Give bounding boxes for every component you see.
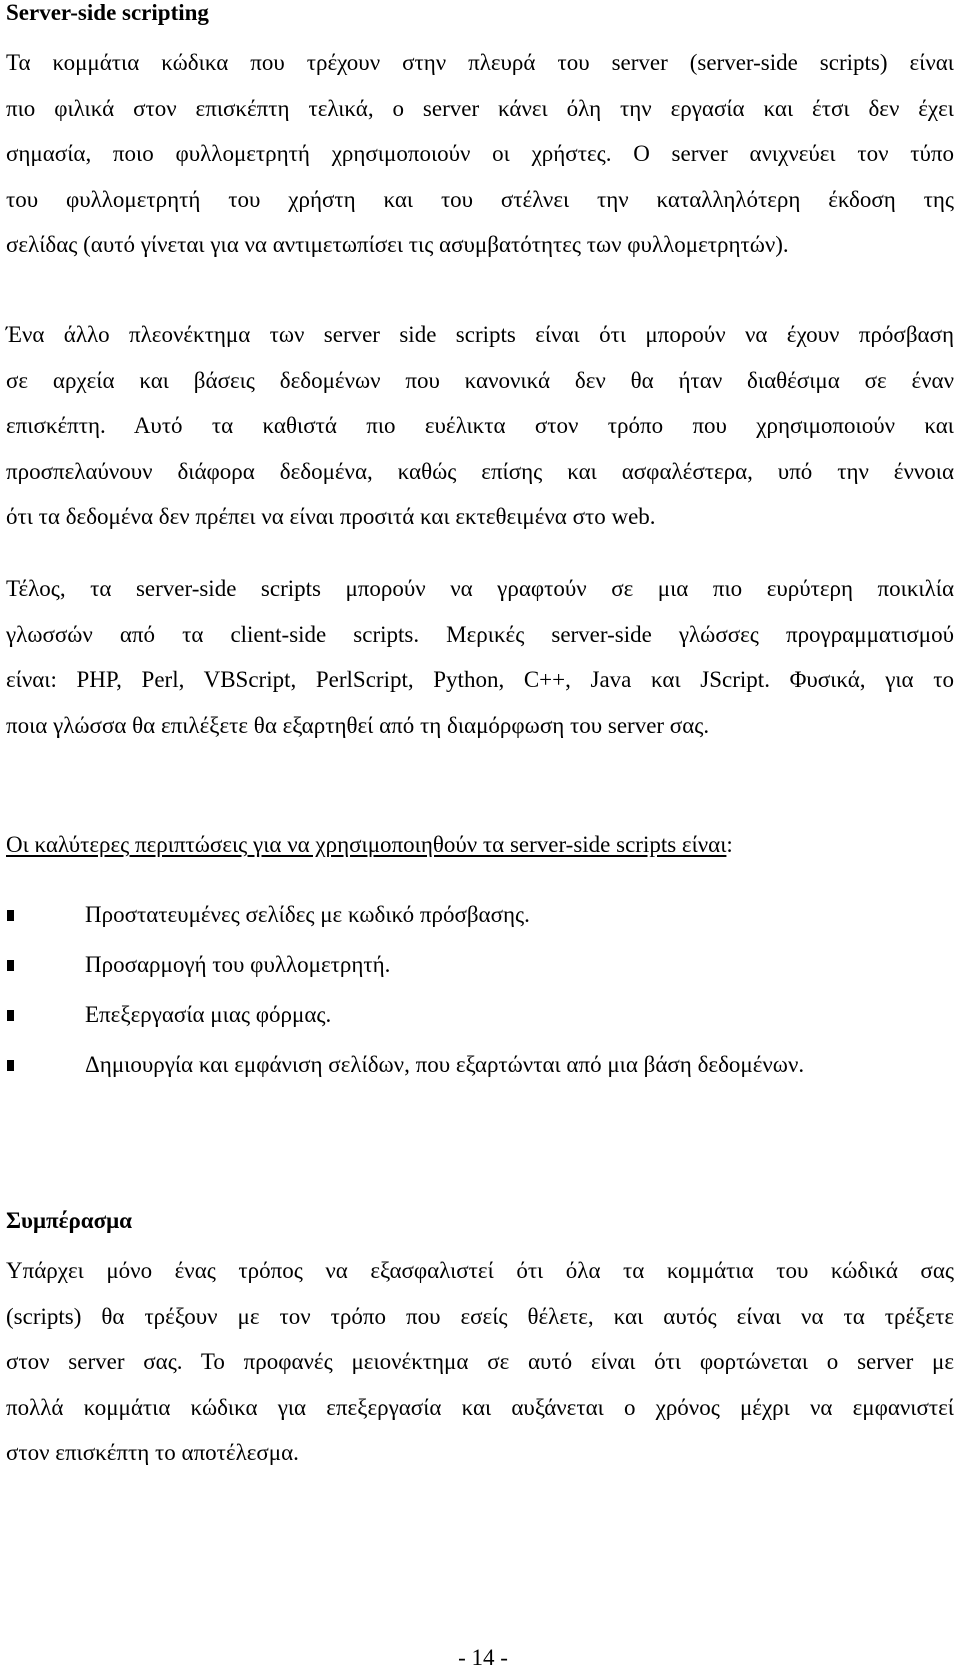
paragraph-line: Τέλος, τα server-side scripts μπορούν να γραφτούν σε μια πιο ευρύτερη ποικιλία [6, 576, 954, 601]
paragraph-line: Τα κομμάτια κώδικα που τρέχουν στην πλευρά του server (server-side scripts) είναι [6, 50, 954, 75]
paragraph-line: πιο φιλικά στον επισκέπτη τελικά, ο server κάνει όλη την εργασία και έτσι δεν έχει [6, 95, 954, 121]
list-item-text: Προσαρμογή του φυλλομετρητή. [85, 952, 391, 977]
paragraph-line: του φυλλομετρητή του χρήστη και του στέλνει την καταλληλότερη έκδοση της [6, 186, 954, 212]
square-bullet-icon [7, 910, 14, 921]
best-cases-title-text: Οι καλύτερες περιπτώσεις για να χρησιμοποιηθούν τα server-side scripts είναι [6, 832, 727, 857]
paragraph-line: στον server σας. Το προφανές μειονέκτημα σε αυτό είναι ότι φορτώνεται ο server με [6, 1349, 954, 1375]
list-item-text: Προστατευμένες σελίδες με κωδικό πρόσβασης. [85, 902, 530, 927]
section-heading-conclusion: Συμπέρασμα [6, 1208, 132, 1233]
page-number: - 14 - [458, 1645, 508, 1670]
paragraph-line: είναι: PHP, Perl, VBScript, PerlScript, Python, C++, Java και JScript. Φυσικά, για το [6, 667, 954, 693]
paragraph-languages [6, 566, 954, 748]
square-bullet-icon [7, 960, 14, 971]
square-bullet-icon [7, 1010, 14, 1021]
paragraph-line: επισκέπτη. Αυτό τα καθιστά πιο ευέλικτα στον τρόπο που χρησιμοποιούν και [6, 413, 954, 439]
paragraph-advantages [6, 312, 954, 540]
paragraph-line: σελίδας (αυτό γίνεται για να αντιμετωπίσει τις ασυμβατότητες των φυλλομετρητών). [6, 232, 789, 258]
best-cases-colon: : [726, 832, 733, 857]
paragraph-line: σε αρχεία και βάσεις δεδομένων που κανονικά δεν θα ήταν διαθέσιμα σε έναν [6, 367, 954, 393]
paragraph-line: προσπελαύνουν διάφορα δεδομένα, καθώς επίσης και ασφαλέστερα, υπό την έννοια [6, 458, 954, 484]
paragraph-line: γλωσσών από τα client-side scripts. Μερικές server-side γλώσσες προγραμματισμού [6, 621, 954, 647]
paragraph-intro [6, 40, 954, 268]
paragraph-line: στον επισκέπτη το αποτέλεσμα. [6, 1440, 299, 1466]
paragraph-line: ποια γλώσσα θα επιλέξετε θα εξαρτηθεί από τη διαμόρφωση του server σας. [6, 712, 710, 738]
list-item-text: Επεξεργασία μιας φόρμας. [85, 1002, 332, 1027]
best-cases-title [6, 832, 733, 858]
paragraph-line: Υπάρχει μόνο ένας τρόπος να εξασφαλιστεί ότι όλα τα κομμάτια του κώδικά σας [6, 1258, 954, 1283]
square-bullet-icon [7, 1060, 14, 1071]
paragraph-line: πολλά κομμάτια κώδικα για επεξεργασία και αυξάνεται ο χρόνος μέχρι να εμφανιστεί [6, 1394, 954, 1420]
paragraph-line: σημασία, ποιο φυλλομετρητή χρησιμοποιούν οι χρήστες. Ο server ανιχνεύει τον τύπο [6, 141, 954, 167]
paragraph-line: (scripts) θα τρέξουν με τον τρόπο που εσείς θέλετε, και αυτός είναι να τα τρέξετε [6, 1303, 954, 1329]
paragraph-line: Ένα άλλο πλεονέκτημα των server side scripts είναι ότι μπορούν να έχουν πρόσβαση [6, 322, 954, 347]
paragraph-line: ότι τα δεδομένα δεν πρέπει να είναι προσιτά και εκτεθειμένα στο web. [6, 504, 656, 530]
section-heading-server-side-scripting: Server-side scripting [6, 0, 209, 25]
paragraph-conclusion [6, 1248, 954, 1476]
list-item-text: Δημιουργία και εμφάνιση σελίδων, που εξαρτώνται από μια βάση δεδομένων. [85, 1052, 805, 1077]
